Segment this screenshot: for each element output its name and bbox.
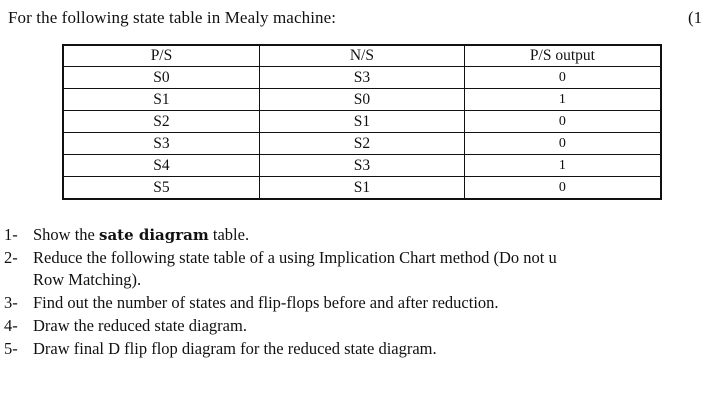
question-text: Draw final D flip flop diagram for the reduced state diagram. xyxy=(33,339,437,358)
state-table xyxy=(62,44,662,200)
table-row xyxy=(63,177,661,200)
list-item xyxy=(0,338,700,360)
question-text: Show the xyxy=(33,225,99,244)
question-number: 2- xyxy=(4,248,18,267)
question-number: 5- xyxy=(4,339,18,358)
output-cell: 0 xyxy=(464,111,661,133)
output-cell: 1 xyxy=(464,89,661,111)
present-state-cell: S3 xyxy=(63,133,259,155)
output-cell: 1 xyxy=(464,155,661,177)
question-heading: For the following state table in Mealy machine: xyxy=(8,8,337,27)
present-state-cell: S0 xyxy=(63,67,259,89)
list-item xyxy=(0,224,700,246)
next-state-cell: S3 xyxy=(259,155,464,177)
list-item xyxy=(0,315,700,337)
next-state-cell: S1 xyxy=(259,177,464,200)
question-text-continued: Row Matching). xyxy=(33,270,142,289)
next-state-cell: S0 xyxy=(259,89,464,111)
question-number: 3- xyxy=(4,293,18,312)
question-number: 1- xyxy=(4,225,18,244)
column-header-next-state: N/S xyxy=(259,45,464,67)
question-list xyxy=(0,224,700,361)
table-row xyxy=(63,155,661,177)
question-text: Draw the reduced state diagram. xyxy=(33,316,247,335)
present-state-cell: S5 xyxy=(63,177,259,200)
next-state-cell: S2 xyxy=(259,133,464,155)
table-row xyxy=(63,67,661,89)
question-text: table. xyxy=(208,225,250,244)
list-item xyxy=(0,247,700,291)
column-header-output: P/S output xyxy=(464,45,661,67)
emphasized-text: sate diagram xyxy=(99,226,209,244)
output-cell: 0 xyxy=(464,67,661,89)
question-text: Find out the number of states and flip-flops before and after reduction. xyxy=(33,293,499,312)
table-row xyxy=(63,89,661,111)
present-state-cell: S1 xyxy=(63,89,259,111)
output-cell: 0 xyxy=(464,177,661,200)
next-state-cell: S3 xyxy=(259,67,464,89)
table-header-row xyxy=(63,45,661,67)
output-cell: 0 xyxy=(464,133,661,155)
marks-indicator: (1 xyxy=(688,8,702,27)
list-item xyxy=(0,292,700,314)
question-number: 4- xyxy=(4,316,18,335)
next-state-cell: S1 xyxy=(259,111,464,133)
column-header-present-state: P/S xyxy=(63,45,259,67)
table-row xyxy=(63,111,661,133)
table-row xyxy=(63,133,661,155)
present-state-cell: S4 xyxy=(63,155,259,177)
question-text: Reduce the following state table of a using Implication Chart method (Do not u xyxy=(33,248,557,267)
present-state-cell: S2 xyxy=(63,111,259,133)
